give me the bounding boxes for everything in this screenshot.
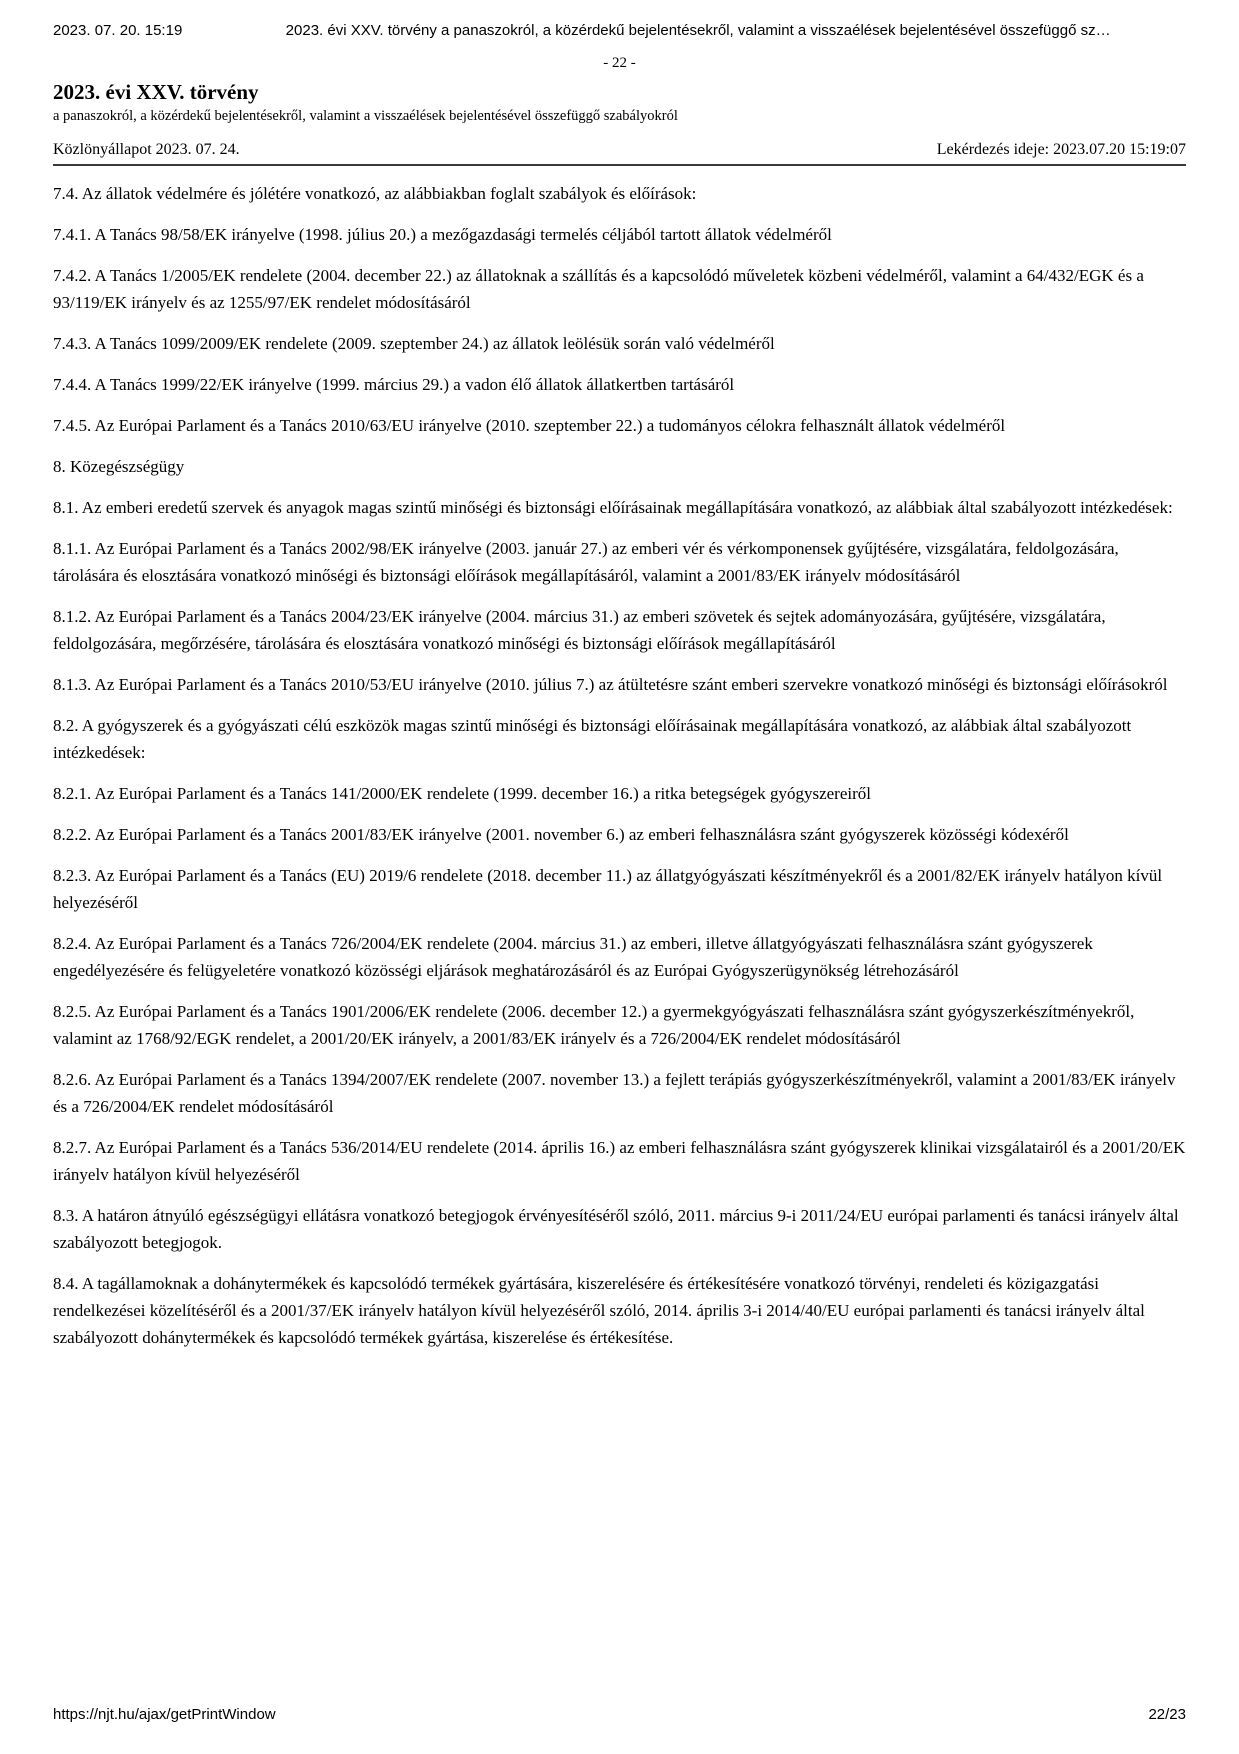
print-header xyxy=(53,22,1186,40)
paragraph: 8. Közegészségügy xyxy=(53,457,185,476)
paragraph: 8.2.5. Az Európai Parlament és a Tanács 1901/2006/EK rendelete (2006. december 12.) a gyermekgyógyászati felhasználásra szánt gyógyszerkészítményekről, valamint az 1768/92/EGK rendelet, a 2001/20/EK irányelv, a 2001/83/EK irányelv és a 726/2004/EK rendelet módosításáról xyxy=(53,1002,1135,1048)
print-footer-url: https://njt.hu/ajax/getPrintWindow xyxy=(53,1706,276,1723)
paragraph: 8.2.4. Az Európai Parlament és a Tanács 726/2004/EK rendelete (2004. március 31.) az emberi, illetve állatgyógyászati felhasználásra szánt gyógyszerek engedélyezésére és felügyeletére vonatkozó közösségi eljárások meghatározásáról és az Európai Gyógyszerügynökség létrehozásáról xyxy=(53,934,1093,980)
print-footer xyxy=(53,1706,1186,1724)
paragraph: 8.2. A gyógyszerek és a gyógyászati célú eszközök magas szintű minőségi és biztonsági előírásainak megállapítására vonatkozó, az alábbiak által szabályozott intézkedések: xyxy=(53,716,1132,762)
document-body xyxy=(53,180,1186,1351)
paragraph: 8.4. A tagállamoknak a dohánytermékek és kapcsolódó termékek gyártására, kiszerelésére és értékesítésére vonatkozó törvényi, rendeleti és közigazgatási rendelkezései közelítéséről és a 2001/37/EK irányelv hatályon kívül helyezéséről szóló, 2014. április 3-i 2014/40/EU európai parlamenti és tanácsi irányelv által szabályozott dohánytermékek és kapcsolódó termékek gyártása, kiszerelése és értékesítése. xyxy=(53,1274,1145,1347)
print-header-datetime: 2023. 07. 20. 15:19 xyxy=(53,22,183,39)
paragraph: 7.4.3. A Tanács 1099/2009/EK rendelete (2009. szeptember 24.) az állatok leölésük során való védelméről xyxy=(53,334,775,353)
paragraph: 7.4.1. A Tanács 98/58/EK irányelve (1998. július 20.) a mezőgazdasági termelés céljából tartott állatok védelméről xyxy=(53,225,832,244)
paragraph: 8.1.1. Az Európai Parlament és a Tanács 2002/98/EK irányelve (2003. január 27.) az emberi vér és vérkomponensek gyűjtésére, vizsgálatára, feldolgozására, tárolására és elosztására vonatkozó minőségi és biztonsági előírások megállapításáról, valamint a 2001/83/EK irányelv módosításáról xyxy=(53,539,1119,585)
gazette-state-label: Közlönyállapot 2023. 07. 24. xyxy=(53,141,240,158)
paragraph: 7.4. Az állatok védelmére és jólétére vonatkozó, az alábbiakban foglalt szabályok és előírások: xyxy=(53,184,697,203)
paragraph: 8.2.3. Az Európai Parlament és a Tanács (EU) 2019/6 rendelete (2018. december 11.) az állatgyógyászati készítményekről és a 2001/82/EK irányelv hatályon kívül helyezéséről xyxy=(53,866,1163,912)
paragraph: 8.1. Az emberi eredetű szervek és anyagok magas szintű minőségi és biztonsági előírásainak megállapítására vonatkozó, az alábbiak által szabályozott intézkedések: xyxy=(53,498,1173,517)
paragraph: 8.3. A határon átnyúló egészségügyi ellátásra vonatkozó betegjogok érvényesítéséről szóló, 2011. március 9-i 2011/24/EU európai parlamenti és tanácsi irányelv által szabályozott betegjogok. xyxy=(53,1206,1179,1252)
paragraph: 7.4.5. Az Európai Parlament és a Tanács 2010/63/EU irányelve (2010. szeptember 22.) a tudományos célokra felhasznált állatok védelméről xyxy=(53,416,1006,435)
meta-row xyxy=(53,140,1186,166)
law-subtitle: a panaszokról, a közérdekű bejelentésekről, valamint a visszaélések bejelentésével összefüggő szabályokról xyxy=(53,108,678,124)
paragraph: 8.2.2. Az Európai Parlament és a Tanács 2001/83/EK irányelve (2001. november 6.) az emberi felhasználásra szánt gyógyszerek közösségi kódexéről xyxy=(53,825,1069,844)
print-footer-page-indicator: 22/23 xyxy=(1148,1706,1186,1723)
print-header-document-title: 2023. évi XXV. törvény a panaszokról, a közérdekű bejelentésekről, valamint a visszaélések bejelentésével összefüggő sz… xyxy=(285,22,1111,39)
paragraph: 8.2.6. Az Európai Parlament és a Tanács 1394/2007/EK rendelete (2007. november 13.) a fejlett terápiás gyógyszerkészítményekről, valamint a 2001/83/EK irányelv és a 726/2004/EK rendelet módosításáról xyxy=(53,1070,1176,1116)
paragraph: 7.4.4. A Tanács 1999/22/EK irányelve (1999. március 29.) a vadon élő állatok állatkertben tartásáról xyxy=(53,375,735,394)
paragraph: 8.1.2. Az Európai Parlament és a Tanács 2004/23/EK irányelve (2004. március 31.) az emberi szövetek és sejtek adományozására, gyűjtésére, vizsgálatára, feldolgozására, megőrzésére, tárolására és elosztására vonatkozó minőségi és biztonsági előírások megállapításáról xyxy=(53,607,1106,653)
page-number-label: - 22 - xyxy=(603,55,636,71)
paragraph: 7.4.2. A Tanács 1/2005/EK rendelete (2004. december 22.) az állatoknak a szállítás és a kapcsolódó műveletek közbeni védelméről, valamint a 64/432/EGK és a 93/119/EK irányelv és az 1255/97/EK rendelet módosításáról xyxy=(53,266,1144,312)
paragraph: 8.2.1. Az Európai Parlament és a Tanács 141/2000/EK rendelete (1999. december 16.) a ritka betegségek gyógyszereiről xyxy=(53,784,871,803)
query-time-label: Lekérdezés ideje: 2023.07.20 15:19:07 xyxy=(936,141,1186,158)
paragraph: 8.1.3. Az Európai Parlament és a Tanács 2010/53/EU irányelve (2010. július 7.) az átültetésre szánt emberi szervekre vonatkozó minőségi és biztonsági előírásokról xyxy=(53,675,1168,694)
paragraph: 8.2.7. Az Európai Parlament és a Tanács 536/2014/EU rendelete (2014. április 16.) az emberi felhasználásra szánt gyógyszerek klinikai vizsgálatairól és a 2001/20/EK irányelv hatályon kívül helyezéséről xyxy=(53,1138,1186,1184)
law-title: 2023. évi XXV. törvény xyxy=(53,80,259,104)
